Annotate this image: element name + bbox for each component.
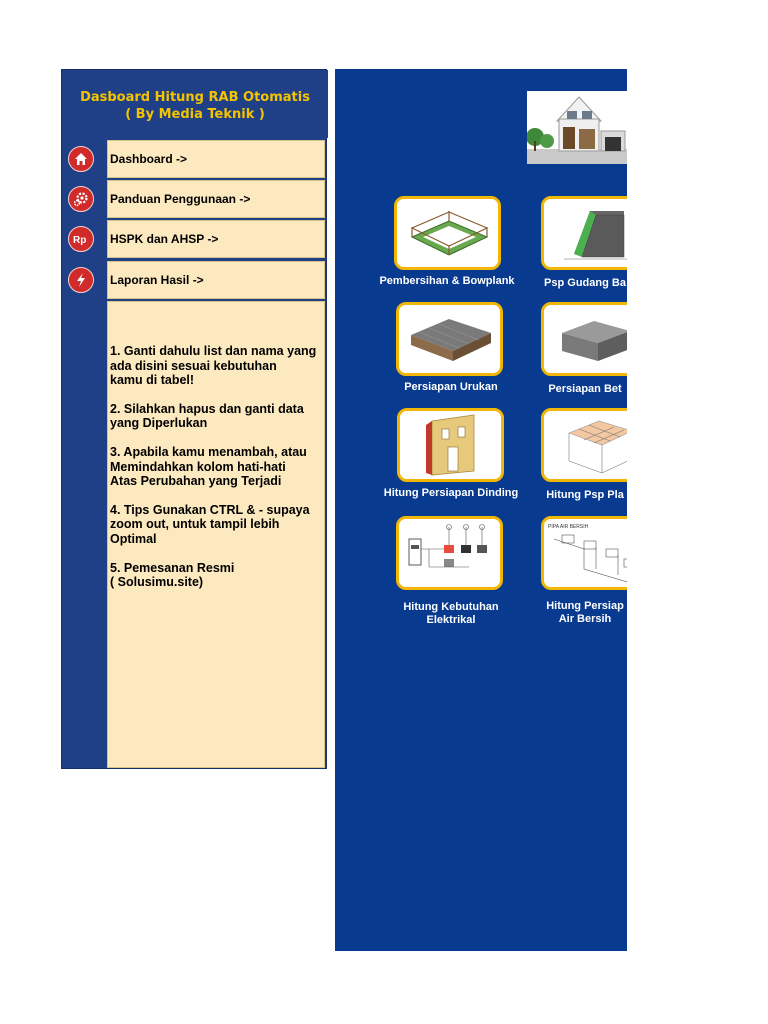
- tile-persiapan-air-bersih[interactable]: [541, 516, 627, 590]
- instructions-panel: [107, 301, 325, 768]
- svg-text:Rp: Rp: [73, 235, 87, 246]
- house-image: [527, 91, 627, 164]
- nav-label-panduan[interactable]: Panduan Penggunaan ->: [107, 180, 325, 218]
- note-2: 2. Silahkan hapus dan ganti data yang Diperlukan: [110, 401, 304, 431]
- gear-icon[interactable]: [68, 186, 94, 212]
- title-line-1: Dasboard Hitung RAB Otomatis: [80, 90, 310, 105]
- caption-pembersihan-bowplank: Pembersihan & Bowplank: [379, 275, 515, 287]
- note-4: 4. Tips Gunakan CTRL & - supaya zoom out, untuk tampil lebih Optimal: [110, 502, 310, 546]
- tile-persiapan-dinding[interactable]: [397, 408, 504, 482]
- caption-psp-gudang: Psp Gudang Ba: [544, 277, 626, 289]
- caption-persiapan-urukan: Persiapan Urukan: [404, 381, 498, 393]
- title-line-2: ( By Media Teknik ): [125, 107, 265, 122]
- caption-persiapan-dinding: Hitung Persiapan Dinding: [383, 487, 519, 499]
- nav-label-dashboard[interactable]: Dashboard ->: [107, 140, 325, 178]
- caption-persiapan-air-bersih: Hitung Persiap Air Bersih: [546, 600, 624, 625]
- nav-item-laporan[interactable]: [62, 261, 328, 299]
- home-icon[interactable]: [68, 146, 94, 172]
- note-5: 5. Pemesanan Resmi ( Solusimu.site): [110, 560, 235, 590]
- tile-psp-gudang[interactable]: [541, 196, 627, 270]
- nav-item-dashboard[interactable]: [62, 140, 328, 178]
- note-3: 3. Apabila kamu menambah, atau Memindahkan kolom hati-hati Atas Perubahan yang Terjadi: [110, 444, 307, 489]
- tile-psp-plafon[interactable]: [541, 408, 627, 482]
- caption-persiapan-beton: Persiapan Bet: [548, 383, 622, 395]
- note-1: 1. Ganti dahulu list dan nama yang ada disini sesuai kebutuhan kamu di tabel!: [110, 344, 317, 388]
- tile-persiapan-urukan[interactable]: [396, 302, 503, 376]
- tile-persiapan-beton[interactable]: [541, 302, 627, 376]
- nav-label-laporan[interactable]: Laporan Hasil ->: [107, 261, 325, 299]
- caption-kebutuhan-elektrikal: Hitung Kebutuhan Elektrikal: [403, 601, 499, 626]
- tile-kebutuhan-elektrikal[interactable]: [396, 516, 503, 590]
- nav-item-panduan[interactable]: [62, 180, 328, 218]
- lightning-icon[interactable]: [68, 267, 94, 293]
- nav-label-hspk[interactable]: HSPK dan AHSP ->: [107, 220, 325, 258]
- tile-pembersihan-bowplank[interactable]: [394, 196, 501, 270]
- nav-item-hspk[interactable]: [62, 220, 328, 258]
- main-panel: [335, 69, 627, 951]
- caption-psp-plafon: Hitung Psp Pla: [546, 489, 624, 501]
- sidebar-panel: [61, 69, 327, 769]
- dashboard-title: [62, 70, 328, 138]
- svg-text:PIPA AIR BERSIH: PIPA AIR BERSIH: [548, 524, 589, 530]
- rupiah-icon[interactable]: [68, 226, 94, 252]
